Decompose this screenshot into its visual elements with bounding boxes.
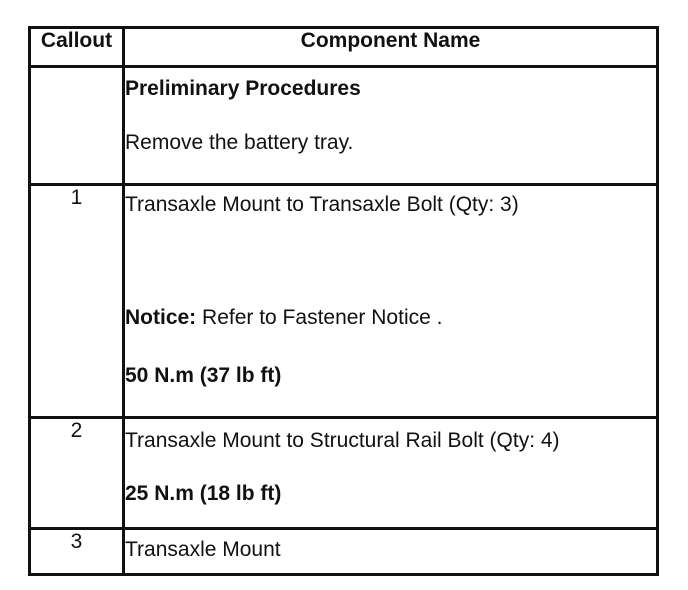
table-row [30,185,658,418]
preliminary-row [30,67,658,185]
preliminary-step: Remove the battery tray. [125,131,354,154]
component-cell [124,418,658,529]
callout-header: Callout [30,28,124,67]
notice-text: Refer to Fastener Notice . [196,306,443,329]
table-row [30,529,658,575]
callout-number: 3 [30,529,124,575]
component-name: Transaxle Mount to Structural Rail Bolt (Qty: 4) [125,429,560,452]
component-cell [124,529,658,575]
table-row [30,418,658,529]
header-row [30,28,658,67]
component-name: Transaxle Mount [125,538,281,561]
procedure-table [28,26,659,576]
notice-line [125,305,656,330]
preliminary-callout-cell [30,67,124,185]
component-name: Transaxle Mount to Transaxle Bolt (Qty: 3) [125,193,519,216]
preliminary-content-cell [124,67,658,185]
preliminary-title: Preliminary Procedures [125,77,361,100]
component-cell [124,185,658,418]
callout-number: 2 [30,418,124,529]
torque-spec: 50 N.m (37 lb ft) [125,364,282,387]
callout-number: 1 [30,185,124,418]
torque-spec: 25 N.m (18 lb ft) [125,482,282,505]
notice-label: Notice: [125,306,197,329]
component-name-header: Component Name [124,28,658,67]
